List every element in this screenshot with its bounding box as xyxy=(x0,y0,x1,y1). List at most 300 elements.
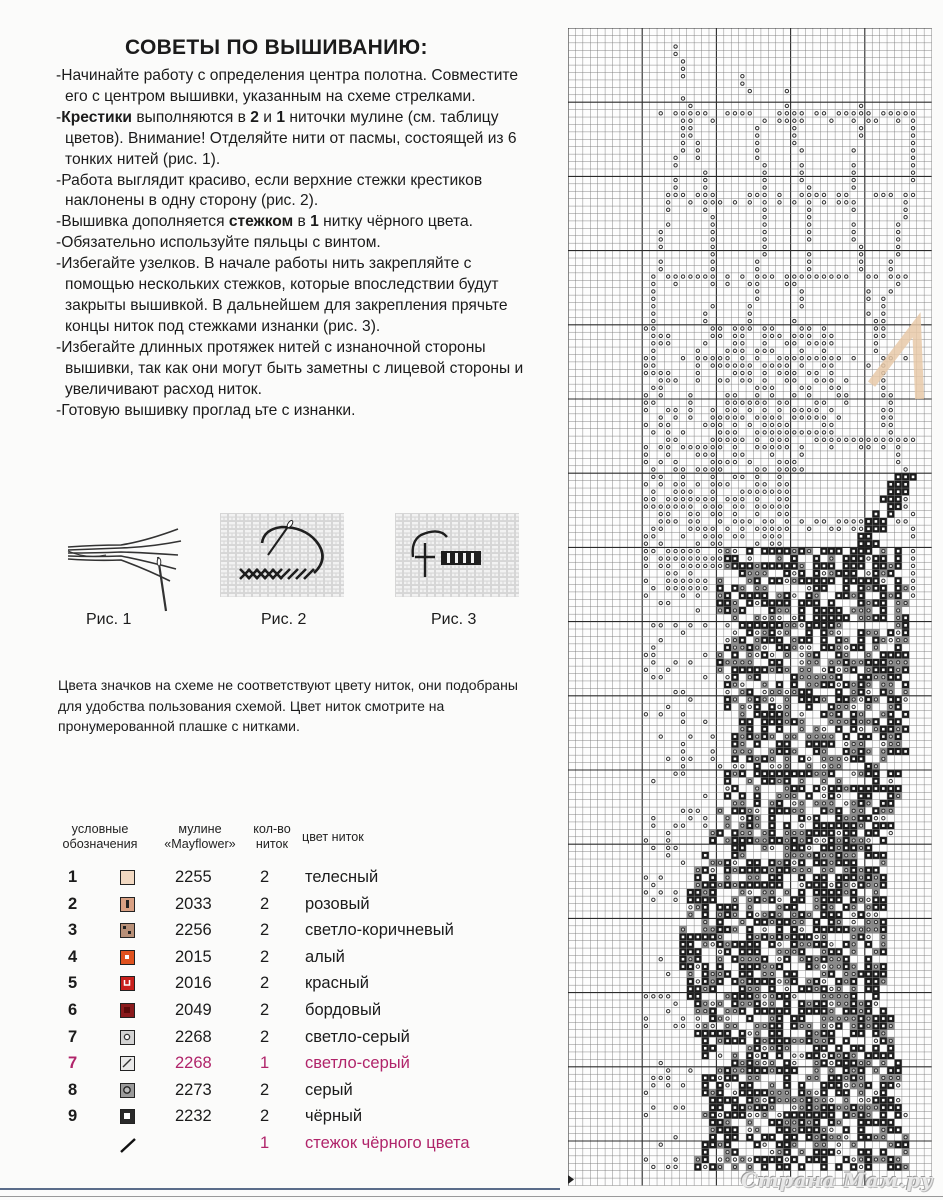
chart-stitch-cell xyxy=(776,644,783,651)
chart-stitch-cell xyxy=(739,1067,746,1074)
chart-stitch-cell xyxy=(791,837,798,844)
chart-stitch-cell xyxy=(702,941,709,948)
chart-stitch-cell xyxy=(768,1096,775,1103)
chart-stitch-cell xyxy=(791,674,798,681)
chart-stitch-cell xyxy=(783,1045,790,1052)
chart-stitch-cell xyxy=(798,807,805,814)
chart-stitch-cell xyxy=(828,1074,835,1081)
chart-stitch-cell xyxy=(731,911,738,918)
chart-stitch-cell xyxy=(835,881,842,888)
legend-thread-code: 2256 xyxy=(175,921,212,940)
chart-stitch-cell xyxy=(687,985,694,992)
chart-stitch-cell xyxy=(813,1059,820,1066)
chart-stitch-cell xyxy=(828,956,835,963)
chart-stitch-cell xyxy=(820,807,827,814)
chart-stitch-cell xyxy=(835,985,842,992)
chart-stitch-cell xyxy=(768,896,775,903)
chart-stitch-cell xyxy=(805,1134,812,1141)
chart-stitch-cell xyxy=(791,577,798,584)
chart-stitch-cell xyxy=(887,651,894,658)
chart-stitch-cell xyxy=(880,1022,887,1029)
chart-stitch-cell xyxy=(857,866,864,873)
chart-stitch-cell xyxy=(783,859,790,866)
chart-stitch-cell xyxy=(798,815,805,822)
chart-stitch-cell xyxy=(731,740,738,747)
figure-2-crosses xyxy=(220,513,345,598)
chart-stitch-cell xyxy=(739,852,746,859)
chart-stitch-cell xyxy=(731,926,738,933)
legend-row xyxy=(60,1054,530,1078)
chart-stitch-cell xyxy=(702,1148,709,1155)
chart-stitch-cell xyxy=(798,696,805,703)
chart-stitch-cell xyxy=(716,956,723,963)
chart-stitch-cell xyxy=(850,978,857,985)
chart-stitch-cell xyxy=(791,844,798,851)
chart-stitch-cell xyxy=(872,985,879,992)
chart-stitch-cell xyxy=(754,874,761,881)
chart-stitch-cell xyxy=(694,993,701,1000)
chart-stitch-cell xyxy=(791,785,798,792)
chart-stitch-cell xyxy=(776,1037,783,1044)
chart-stitch-cell xyxy=(820,956,827,963)
chart-stitch-cell xyxy=(880,651,887,658)
chart-stitch-cell xyxy=(798,1119,805,1126)
chart-stitch-cell xyxy=(894,547,901,554)
chart-stitch-cell xyxy=(850,577,857,584)
chart-stitch-cell xyxy=(746,837,753,844)
chart-stitch-cell xyxy=(783,755,790,762)
chart-stitch-cell xyxy=(813,985,820,992)
chart-stitch-cell xyxy=(776,911,783,918)
chart-stitch-cell xyxy=(865,629,872,636)
chart-stitch-cell xyxy=(843,829,850,836)
chart-stitch-cell xyxy=(828,852,835,859)
chart-stitch-cell xyxy=(880,518,887,525)
chart-stitch-cell xyxy=(724,1030,731,1037)
chart-stitch-cell xyxy=(865,785,872,792)
legend-thread-count: 2 xyxy=(260,1107,270,1126)
chart-stitch-cell xyxy=(880,688,887,695)
chart-stitch-cell xyxy=(761,956,768,963)
chart-stitch-cell xyxy=(857,1119,864,1126)
chart-stitch-cell xyxy=(813,674,820,681)
chart-stitch-cell xyxy=(791,555,798,562)
legend-color-name: светло-серый xyxy=(305,1027,410,1046)
chart-stitch-cell xyxy=(731,978,738,985)
chart-stitch-cell xyxy=(865,866,872,873)
chart-stitch-cell xyxy=(783,904,790,911)
chart-stitch-cell xyxy=(687,956,694,963)
chart-stitch-cell xyxy=(716,1089,723,1096)
chart-stitch-cell xyxy=(776,740,783,747)
chart-stitch-cell xyxy=(813,785,820,792)
legend-color-name: телесный xyxy=(305,868,379,886)
chart-stitch-cell xyxy=(702,978,709,985)
chart-stitch-cell xyxy=(791,1126,798,1133)
chart-stitch-cell xyxy=(694,874,701,881)
chart-stitch-cell xyxy=(805,1126,812,1133)
chart-stitch-cell xyxy=(776,1089,783,1096)
chart-stitch-cell xyxy=(813,1141,820,1148)
chart-stitch-cell xyxy=(709,874,716,881)
chart-stitch-cell xyxy=(813,859,820,866)
legend-number: 2 xyxy=(68,894,78,913)
chart-stitch-cell xyxy=(894,1156,901,1163)
chart-stitch-cell xyxy=(828,792,835,799)
chart-stitch-cell xyxy=(776,1007,783,1014)
chart-stitch-cell xyxy=(709,881,716,888)
chart-stitch-cell xyxy=(880,748,887,755)
chart-stitch-cell xyxy=(776,770,783,777)
chart-stitch-cell xyxy=(835,718,842,725)
chart-stitch-cell xyxy=(820,1000,827,1007)
chart-stitch-cell xyxy=(731,636,738,643)
chart-stitch-cell xyxy=(746,599,753,606)
chart-stitch-cell xyxy=(850,681,857,688)
chart-stitch-cell xyxy=(783,829,790,836)
chart-stitch-cell xyxy=(694,956,701,963)
chart-stitch-cell xyxy=(776,859,783,866)
chart-stitch-cell xyxy=(902,1148,909,1155)
chart-stitch-cell xyxy=(776,562,783,569)
chart-stitch-cell xyxy=(776,926,783,933)
chart-stitch-cell xyxy=(865,540,872,547)
chart-stitch-cell xyxy=(798,666,805,673)
chart-stitch-cell xyxy=(783,866,790,873)
chart-stitch-cell xyxy=(820,740,827,747)
chart-stitch-cell xyxy=(805,763,812,770)
chart-stitch-cell xyxy=(702,1045,709,1052)
chart-stitch-cell xyxy=(783,822,790,829)
chart-stitch-cell xyxy=(894,1126,901,1133)
chart-stitch-cell xyxy=(754,740,761,747)
chart-stitch-cell xyxy=(835,822,842,829)
chart-stitch-cell xyxy=(835,688,842,695)
chart-stitch-cell xyxy=(776,1030,783,1037)
chart-stitch-cell xyxy=(850,1104,857,1111)
chart-stitch-cell xyxy=(835,837,842,844)
chart-stitch-cell xyxy=(894,674,901,681)
chart-stitch-cell xyxy=(872,1052,879,1059)
chart-stitch-cell xyxy=(820,852,827,859)
chart-stitch-cell xyxy=(739,666,746,673)
chart-stitch-cell xyxy=(872,926,879,933)
chart-stitch-cell xyxy=(813,1000,820,1007)
chart-stitch-cell xyxy=(798,1000,805,1007)
chart-stitch-cell xyxy=(820,844,827,851)
chart-stitch-cell xyxy=(791,807,798,814)
chart-stitch-cell xyxy=(843,585,850,592)
tip-item: -Работа выглядит красиво, если верхние стежки крестиков наклонены в одну сторону (рис. 2). xyxy=(56,171,483,210)
chart-stitch-cell xyxy=(768,815,775,822)
chart-stitch-cell xyxy=(798,933,805,940)
chart-stitch-cell xyxy=(731,1052,738,1059)
chart-stitch-cell xyxy=(820,800,827,807)
chart-stitch-cell xyxy=(835,725,842,732)
chart-stitch-cell xyxy=(709,829,716,836)
chart-stitch-cell xyxy=(798,874,805,881)
chart-stitch-cell xyxy=(761,829,768,836)
chart-stitch-cell xyxy=(872,644,879,651)
chart-stitch-cell xyxy=(754,985,761,992)
chart-stitch-cell xyxy=(828,570,835,577)
chart-stitch-cell xyxy=(798,1096,805,1103)
chart-stitch-cell xyxy=(709,1134,716,1141)
chart-stitch-cell xyxy=(865,1119,872,1126)
chart-stitch-cell xyxy=(887,1052,894,1059)
chart-stitch-cell xyxy=(857,1000,864,1007)
chart-stitch-cell xyxy=(887,481,894,488)
chart-stitch-cell xyxy=(754,993,761,1000)
chart-stitch-cell xyxy=(739,837,746,844)
chart-stitch-cell xyxy=(716,599,723,606)
chart-stitch-cell xyxy=(828,837,835,844)
chart-stitch-cell xyxy=(887,510,894,517)
chart-stitch-cell xyxy=(857,614,864,621)
chart-stitch-cell xyxy=(761,725,768,732)
chart-stitch-cell xyxy=(880,1082,887,1089)
chart-stitch-cell xyxy=(776,1052,783,1059)
chart-stitch-cell xyxy=(776,948,783,955)
chart-stitch-cell xyxy=(872,540,879,547)
chart-stitch-cell xyxy=(880,674,887,681)
chart-stitch-cell xyxy=(887,822,894,829)
chart-stitch-cell xyxy=(739,725,746,732)
chart-stitch-cell xyxy=(783,1000,790,1007)
chart-stitch-cell xyxy=(828,763,835,770)
chart-stitch-cell xyxy=(739,918,746,925)
chart-stitch-cell xyxy=(739,866,746,873)
chart-stitch-cell xyxy=(865,1148,872,1155)
chart-stitch-cell xyxy=(820,866,827,873)
chart-stitch-cell xyxy=(754,1037,761,1044)
chart-stitch-cell xyxy=(887,703,894,710)
chart-stitch-cell xyxy=(872,770,879,777)
chart-stitch-cell xyxy=(857,1030,864,1037)
chart-stitch-cell xyxy=(850,1074,857,1081)
chart-stitch-cell xyxy=(865,918,872,925)
chart-stitch-cell xyxy=(761,777,768,784)
chart-stitch-cell xyxy=(850,659,857,666)
chart-stitch-cell xyxy=(687,948,694,955)
chart-stitch-cell xyxy=(724,1074,731,1081)
chart-stitch-cell xyxy=(754,696,761,703)
chart-stitch-cell xyxy=(835,644,842,651)
chart-stitch-cell xyxy=(850,1007,857,1014)
chart-stitch-cell xyxy=(768,970,775,977)
chart-stitch-cell xyxy=(894,651,901,658)
chart-stitch-cell xyxy=(887,696,894,703)
chart-stitch-cell xyxy=(887,1104,894,1111)
chart-stitch-cell xyxy=(820,881,827,888)
chart-stitch-cell xyxy=(731,1059,738,1066)
chart-stitch-cell xyxy=(805,599,812,606)
chart-stitch-cell xyxy=(894,740,901,747)
chart-stitch-cell xyxy=(835,1052,842,1059)
chart-stitch-cell xyxy=(746,963,753,970)
legend-thread-count: 2 xyxy=(260,868,270,886)
figure-1-caption: Рис. 1 xyxy=(86,611,132,628)
chart-stitch-cell xyxy=(820,1037,827,1044)
chart-stitch-cell xyxy=(805,696,812,703)
chart-stitch-cell xyxy=(694,881,701,888)
chart-stitch-cell xyxy=(746,1059,753,1066)
chart-stitch-cell xyxy=(731,941,738,948)
chart-stitch-cell xyxy=(746,547,753,554)
chart-stitch-cell xyxy=(880,874,887,881)
chart-stitch-cell xyxy=(894,733,901,740)
legend-thread-count: 2 xyxy=(260,1080,270,1099)
chart-stitch-cell xyxy=(857,1082,864,1089)
chart-stitch-cell xyxy=(887,740,894,747)
chart-stitch-cell xyxy=(746,570,753,577)
chart-stitch-cell xyxy=(783,599,790,606)
chart-stitch-cell xyxy=(813,1007,820,1014)
legend-row xyxy=(60,1134,530,1158)
chart-stitch-cell xyxy=(865,941,872,948)
chart-stitch-cell xyxy=(805,733,812,740)
chart-stitch-cell xyxy=(805,688,812,695)
chart-stitch-cell xyxy=(805,1096,812,1103)
chart-stitch-cell xyxy=(820,1045,827,1052)
chart-stitch-cell xyxy=(813,941,820,948)
chart-stitch-cell xyxy=(835,570,842,577)
chart-stitch-cell xyxy=(754,1000,761,1007)
chart-stitch-cell xyxy=(768,1007,775,1014)
chart-stitch-cell xyxy=(835,963,842,970)
chart-stitch-cell xyxy=(820,911,827,918)
chart-stitch-cell xyxy=(835,547,842,554)
chart-stitch-cell xyxy=(857,770,864,777)
chart-stitch-cell xyxy=(880,1156,887,1163)
chart-stitch-cell xyxy=(887,666,894,673)
chart-stitch-cell xyxy=(887,1119,894,1126)
chart-stitch-cell xyxy=(850,1000,857,1007)
chart-stitch-cell xyxy=(716,941,723,948)
chart-stitch-cell xyxy=(813,733,820,740)
chart-stitch-cell xyxy=(872,718,879,725)
chart-stitch-cell xyxy=(902,659,909,666)
chart-stitch-cell xyxy=(768,963,775,970)
chart-stitch-cell xyxy=(820,607,827,614)
chart-stitch-cell xyxy=(813,1037,820,1044)
chart-stitch-cell xyxy=(731,1096,738,1103)
chart-stitch-cell xyxy=(739,800,746,807)
chart-stitch-cell xyxy=(865,674,872,681)
chart-stitch-cell xyxy=(702,866,709,873)
chart-stitch-cell xyxy=(857,881,864,888)
chart-stitch-cell xyxy=(880,941,887,948)
chart-stitch-cell xyxy=(880,599,887,606)
chart-stitch-cell xyxy=(894,636,901,643)
chart-stitch-cell xyxy=(857,1022,864,1029)
chart-stitch-cell xyxy=(835,956,842,963)
chart-stitch-cell xyxy=(776,592,783,599)
chart-stitch-cell xyxy=(791,622,798,629)
chart-stitch-cell xyxy=(768,733,775,740)
chart-stitch-cell xyxy=(813,874,820,881)
chart-stitch-cell xyxy=(716,1037,723,1044)
chart-stitch-cell xyxy=(798,911,805,918)
chart-stitch-cell xyxy=(798,785,805,792)
chart-stitch-cell xyxy=(798,1126,805,1133)
chart-stitch-cell xyxy=(820,1126,827,1133)
chart-stitch-cell xyxy=(768,978,775,985)
chart-stitch-cell xyxy=(880,978,887,985)
chart-stitch-cell xyxy=(776,577,783,584)
chart-stitch-cell xyxy=(746,1067,753,1074)
chart-stitch-cell xyxy=(754,674,761,681)
chart-stitch-cell xyxy=(865,874,872,881)
chart-stitch-cell xyxy=(731,562,738,569)
chart-stitch-cell xyxy=(865,881,872,888)
chart-stitch-cell xyxy=(813,748,820,755)
chart-stitch-cell xyxy=(768,777,775,784)
chart-stitch-cell xyxy=(828,599,835,606)
symbol-swatch-icon xyxy=(120,1083,135,1098)
chart-stitch-cell xyxy=(694,889,701,896)
chart-stitch-cell xyxy=(887,1015,894,1022)
chart-stitch-cell xyxy=(798,837,805,844)
chart-stitch-cell xyxy=(746,755,753,762)
chart-stitch-cell xyxy=(828,948,835,955)
chart-stitch-cell xyxy=(761,711,768,718)
chart-stitch-cell xyxy=(850,993,857,1000)
legend-thread-count: 2 xyxy=(260,1001,270,1019)
chart-stitch-cell xyxy=(724,696,731,703)
chart-stitch-cell xyxy=(731,896,738,903)
chart-stitch-cell xyxy=(746,696,753,703)
chart-stitch-cell xyxy=(880,1111,887,1118)
chart-stitch-cell xyxy=(857,1067,864,1074)
chart-stitch-cell xyxy=(894,666,901,673)
chart-stitch-cell xyxy=(820,711,827,718)
chart-stitch-cell xyxy=(805,852,812,859)
chart-stitch-cell xyxy=(828,904,835,911)
chart-stitch-cell xyxy=(768,1156,775,1163)
chart-stitch-cell xyxy=(798,607,805,614)
chart-stitch-cell xyxy=(872,1134,879,1141)
chart-stitch-cell xyxy=(880,562,887,569)
chart-stitch-cell xyxy=(857,585,864,592)
chart-stitch-cell xyxy=(880,1059,887,1066)
chart-stitch-cell xyxy=(835,703,842,710)
chart-stitch-cell xyxy=(731,733,738,740)
legend-thread-count: 2 xyxy=(260,894,270,913)
chart-stitch-cell xyxy=(768,614,775,621)
chart-stitch-cell xyxy=(880,859,887,866)
chart-stitch-cell xyxy=(865,844,872,851)
chart-stitch-cell xyxy=(754,585,761,592)
chart-stitch-cell xyxy=(754,1067,761,1074)
chart-stitch-cell xyxy=(694,1007,701,1014)
chart-stitch-cell xyxy=(865,763,872,770)
chart-stitch-cell xyxy=(709,889,716,896)
chart-stitch-cell xyxy=(850,904,857,911)
chart-stitch-cell xyxy=(828,547,835,554)
chart-stitch-cell xyxy=(857,636,864,643)
chart-stitch-cell xyxy=(709,1104,716,1111)
chart-stitch-cell xyxy=(702,896,709,903)
chart-stitch-cell xyxy=(850,1052,857,1059)
chart-stitch-cell xyxy=(724,904,731,911)
chart-stitch-cell xyxy=(731,800,738,807)
chart-stitch-cell xyxy=(887,718,894,725)
chart-stitch-cell xyxy=(791,562,798,569)
chart-stitch-cell xyxy=(813,614,820,621)
chart-stitch-cell xyxy=(835,711,842,718)
legend-thread-code: 2268 xyxy=(175,1027,212,1046)
